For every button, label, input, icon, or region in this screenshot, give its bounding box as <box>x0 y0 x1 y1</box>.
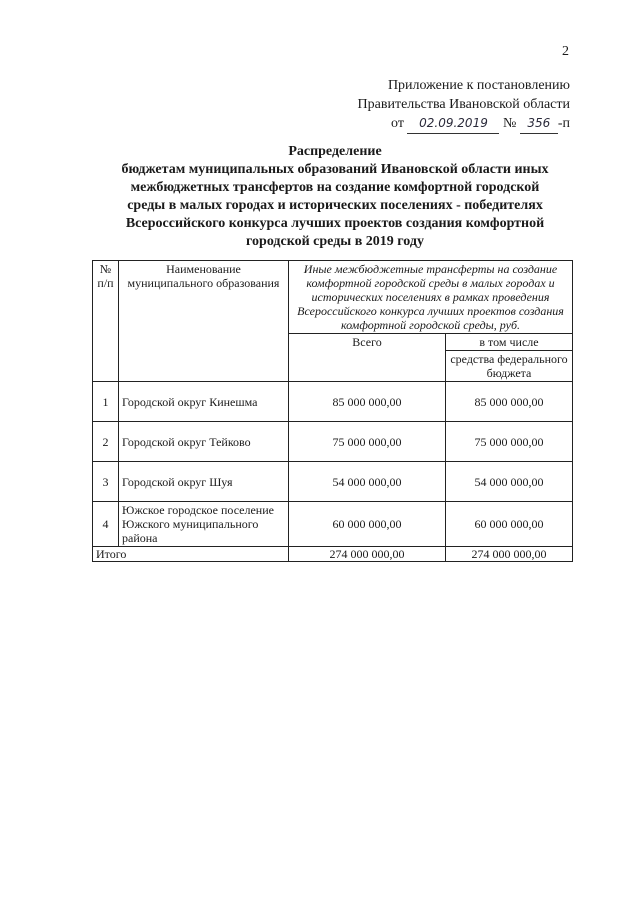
row-num: 4 <box>93 502 119 547</box>
row-num: 3 <box>93 462 119 502</box>
appendix-line-2: Правительства Ивановской области <box>357 97 570 112</box>
title-line-1: Распределение <box>288 144 382 159</box>
header-including: в том числе <box>446 334 573 351</box>
header-num: № п/п <box>93 261 119 382</box>
number-label: № <box>502 116 517 131</box>
distribution-table <box>92 260 573 562</box>
row-name: Городской округ Кинешма <box>119 382 289 422</box>
row-federal: 85 000 000,00 <box>446 382 573 422</box>
row-name: Городской округ Шуя <box>119 462 289 502</box>
title-line-5: Всероссийского конкурса лучших проектов создания комфортной <box>125 216 545 231</box>
row-total: 85 000 000,00 <box>289 382 446 422</box>
table-row <box>93 462 573 502</box>
number-suffix: -п <box>557 116 570 131</box>
row-num: 1 <box>93 382 119 422</box>
row-federal: 54 000 000,00 <box>446 462 573 502</box>
title-line-4: среды в малых городах и исторических поселениях - победителях <box>127 198 543 213</box>
title-line-2: бюджетам муниципальных образований Ивановской области иных <box>121 162 549 177</box>
table-row <box>93 422 573 462</box>
total-label: Итого <box>93 547 289 562</box>
handwritten-date: 02.09.2019 <box>407 114 499 134</box>
table-header-row-1 <box>93 261 573 334</box>
appendix-line-1: Приложение к постановлению <box>387 78 570 93</box>
header-transfers: Иные межбюджетные трансферты на создание комфортной городской среды в малых городах и исторических поселениях в рамках проведения Всероссийского конкурса лучших проектов создания комфортной городской среды, руб. <box>289 261 573 334</box>
title-line-6: городской среды в 2019 году <box>246 234 424 249</box>
table-total-row <box>93 547 573 562</box>
total-federal: 274 000 000,00 <box>446 547 573 562</box>
total-sum: 274 000 000,00 <box>289 547 446 562</box>
handwritten-number: 356 <box>520 114 558 134</box>
row-total: 60 000 000,00 <box>289 502 446 547</box>
row-name: Южское городское поселение Южского муниципального района <box>119 502 289 547</box>
row-num: 2 <box>93 422 119 462</box>
header-total: Всего <box>289 334 446 382</box>
row-federal: 75 000 000,00 <box>446 422 573 462</box>
row-name: Городской округ Тейково <box>119 422 289 462</box>
row-total: 54 000 000,00 <box>289 462 446 502</box>
title-line-3: межбюджетных трансфертов на создание комфортной городской <box>130 180 540 195</box>
table-row <box>93 382 573 422</box>
appendix-line-3 <box>358 114 570 134</box>
header-name: Наименование муниципального образования <box>119 261 289 382</box>
table-row <box>93 502 573 547</box>
from-label: от <box>391 116 404 131</box>
header-federal: средства федерального бюджета <box>446 351 573 382</box>
document-title <box>92 143 578 251</box>
appendix-header <box>358 76 570 134</box>
row-total: 75 000 000,00 <box>289 422 446 462</box>
row-federal: 60 000 000,00 <box>446 502 573 547</box>
page-number: 2 <box>562 44 569 59</box>
